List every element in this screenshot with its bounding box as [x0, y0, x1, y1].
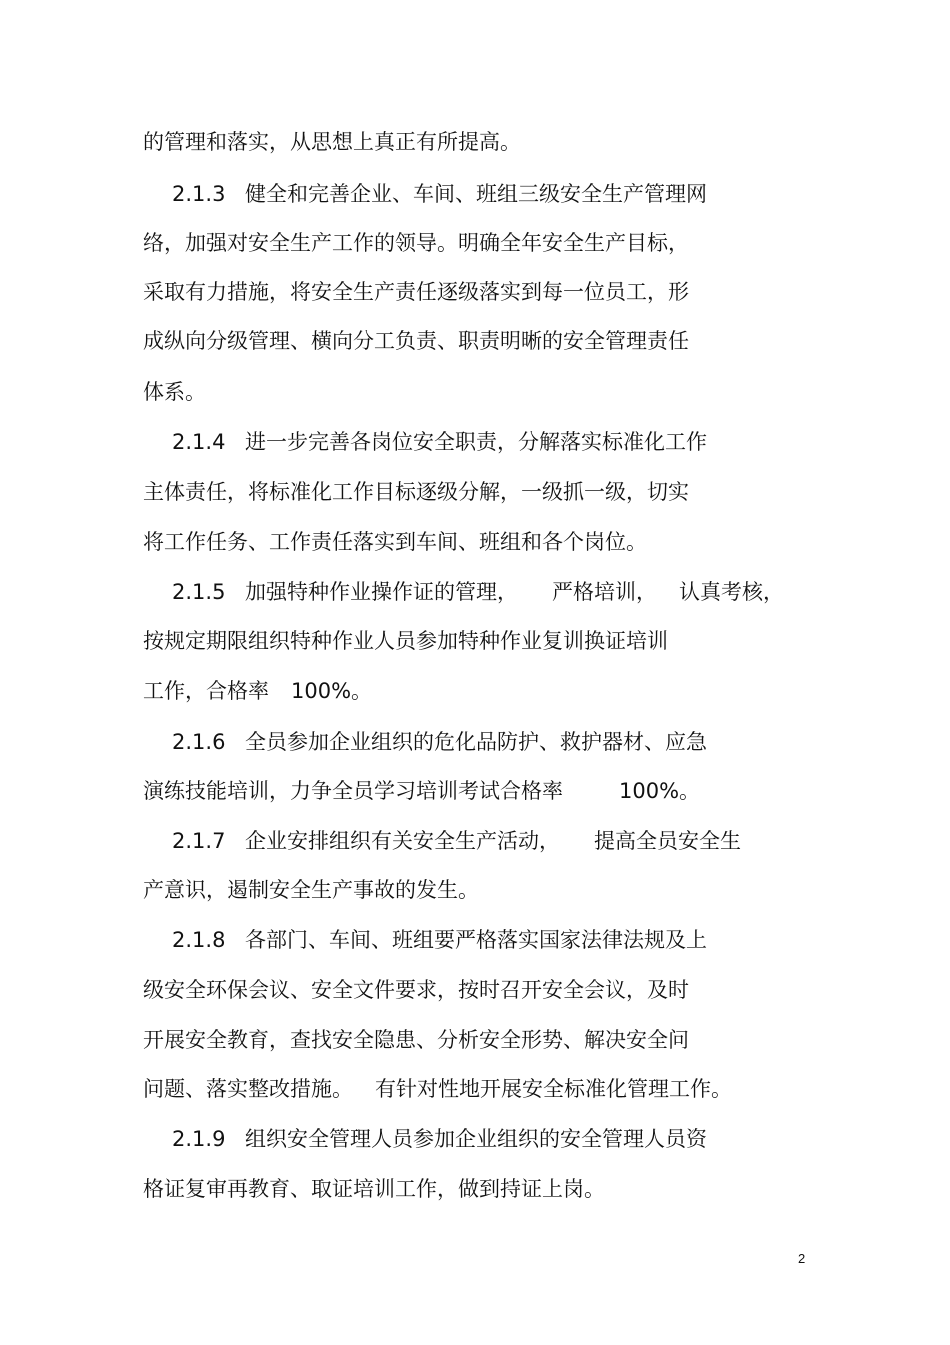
paragraph-line — [143, 777, 700, 805]
section-2-1-7-line — [172, 827, 741, 855]
section-2-1-8-line — [172, 926, 707, 954]
text-line: 采取有力措施，将安全生产责任逐级落实到每一位员工，形 — [143, 280, 689, 304]
text-line: 全员参加企业组织的危化品防护、救护器材、应急 — [245, 730, 707, 754]
paragraph-line — [143, 1026, 689, 1054]
page-number: 2 — [798, 1251, 806, 1266]
paragraph-line — [143, 528, 647, 556]
text-line: 产意识，遏制安全生产事故的发生。 — [143, 878, 479, 902]
text-line: 的管理和落实，从思想上真正有所提高。 — [143, 130, 521, 154]
paragraph-line — [143, 278, 689, 306]
section-number: 2.1.9 — [172, 1127, 226, 1151]
section-number: 2.1.4 — [172, 430, 226, 454]
text-line: 进一步完善各岗位安全职责，分解落实标准化工作 — [245, 430, 707, 454]
section-2-1-3-line — [172, 180, 707, 208]
paragraph-line — [143, 876, 479, 904]
paragraph-line — [143, 128, 521, 156]
text-line: 按规定期限组织特种作业人员参加特种作业复训换证培训 — [143, 629, 668, 653]
text-line: 格证复审再教育、取证培训工作，做到持证上岗。 — [143, 1177, 605, 1201]
text-line: 企业安排组织有关安全生产活动， — [245, 829, 560, 853]
paragraph-line — [143, 1075, 732, 1103]
text-line: 提高全员安全生 — [594, 829, 741, 853]
text-line: 开展安全教育，查找安全隐患、分析安全形势、解决安全问 — [143, 1028, 689, 1052]
text-line: 严格培训， — [552, 580, 657, 604]
section-number: 2.1.7 — [172, 829, 226, 853]
text-line: 将工作任务、工作责任落实到车间、班组和各个岗位。 — [143, 530, 647, 554]
paragraph-line — [143, 327, 689, 355]
section-number: 2.1.5 — [172, 580, 226, 604]
section-number: 2.1.3 — [172, 182, 226, 206]
paragraph-line — [143, 627, 668, 655]
text-line: 加强特种作业操作证的管理， — [245, 580, 518, 604]
text-line: 络，加强对安全生产工作的领导。明确全年安全生产目标， — [143, 231, 689, 255]
text-line: 组织安全管理人员参加企业组织的安全管理人员资 — [245, 1127, 707, 1151]
paragraph-line — [143, 229, 689, 257]
text-line: 成纵向分级管理、横向分工负责、职责明晰的安全管理责任 — [143, 329, 689, 353]
section-2-1-5-line — [172, 578, 784, 606]
section-number: 2.1.8 — [172, 928, 226, 952]
text-line: 认真考核， — [679, 580, 784, 604]
text-line: 工作，合格率 — [143, 679, 269, 703]
section-2-1-9-line — [172, 1125, 707, 1153]
percentage-value: 100%。 — [291, 679, 373, 703]
section-2-1-6-line — [172, 728, 707, 756]
text-line: 健全和完善企业、车间、班组三级安全生产管理网 — [245, 182, 707, 206]
section-number: 2.1.6 — [172, 730, 226, 754]
section-2-1-4-line — [172, 428, 707, 456]
text-line: 各部门、车间、班组要严格落实国家法律法规及上 — [245, 928, 707, 952]
text-line: 有针对性地开展安全标准化管理工作。 — [375, 1077, 732, 1101]
percentage-value: 100%。 — [619, 779, 701, 803]
text-line: 级安全环保会议、安全文件要求，按时召开安全会议，及时 — [143, 978, 689, 1002]
text-line: 问题、落实整改措施。 — [143, 1077, 353, 1101]
text-line: 体系。 — [143, 380, 206, 404]
paragraph-line — [143, 378, 206, 406]
paragraph-line — [143, 1175, 605, 1203]
text-line: 演练技能培训，力争全员学习培训考试合格率 — [143, 779, 563, 803]
text-line: 主体责任，将标准化工作目标逐级分解，一级抓一级，切实 — [143, 480, 689, 504]
paragraph-line — [143, 976, 689, 1004]
paragraph-line — [143, 677, 372, 705]
paragraph-line — [143, 478, 689, 506]
